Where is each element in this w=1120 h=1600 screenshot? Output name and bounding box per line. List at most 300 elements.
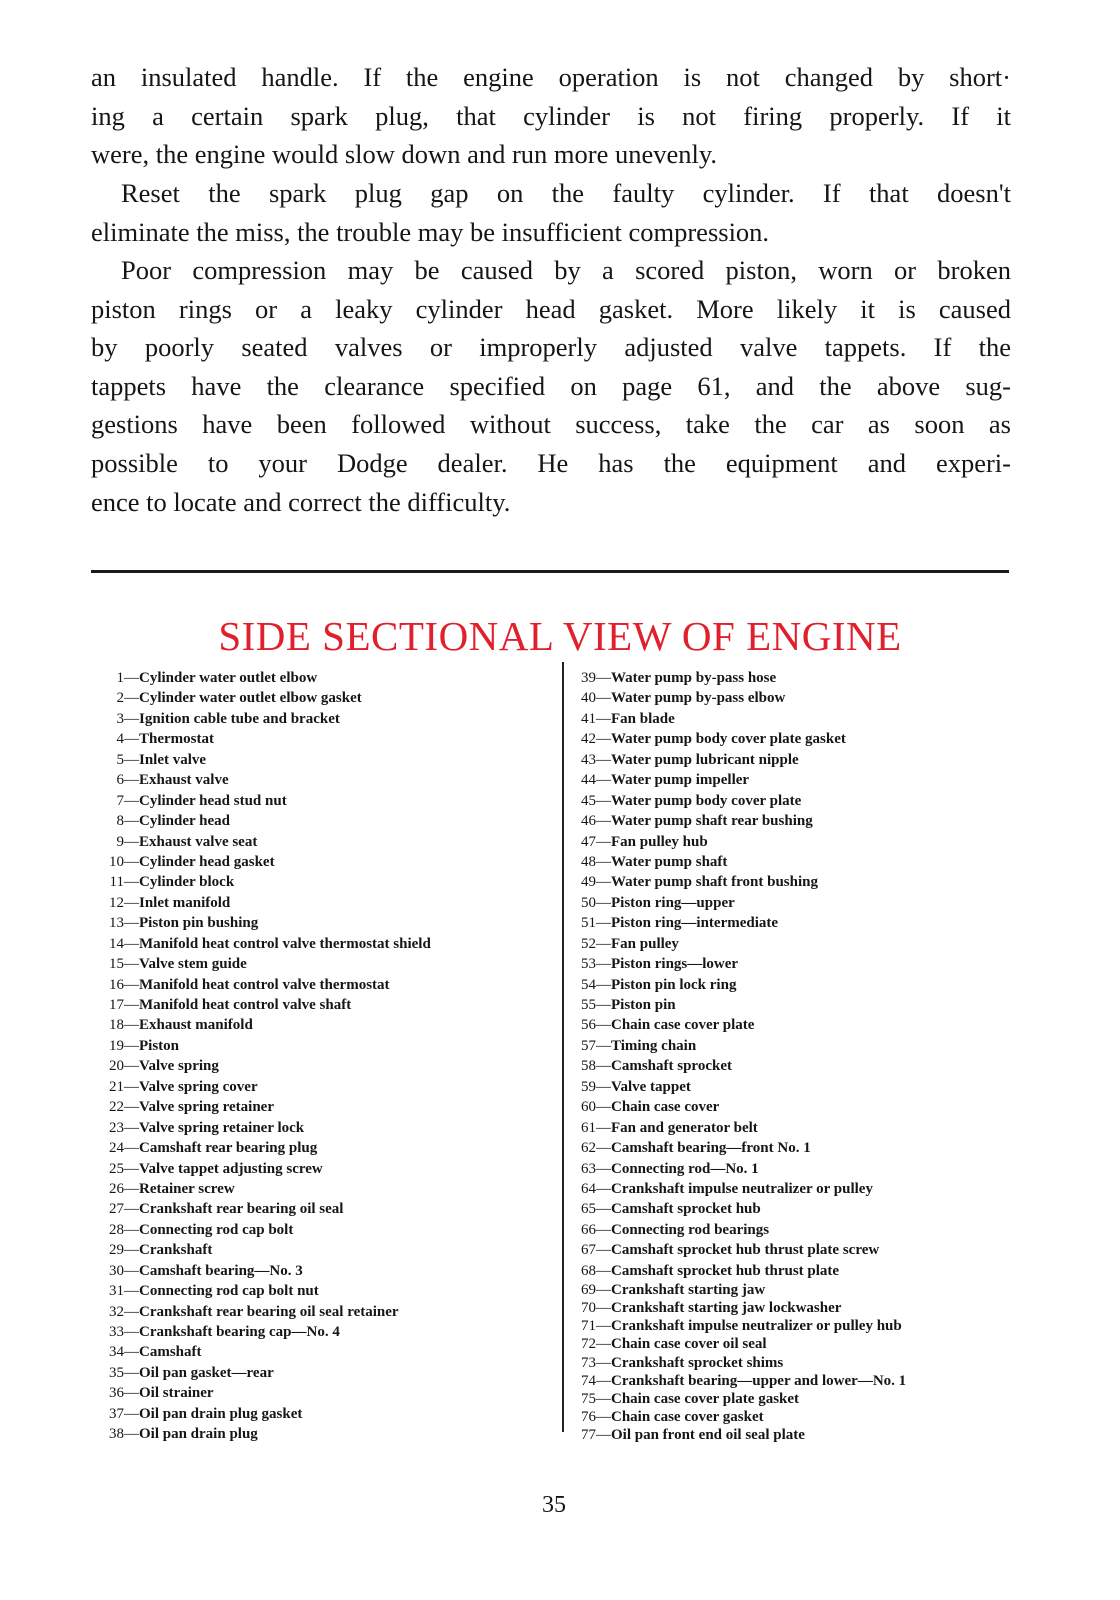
part-number: 25 bbox=[109, 1160, 124, 1177]
part-list-item bbox=[88, 811, 431, 831]
paragraph-1 bbox=[91, 58, 1011, 174]
part-name: Water pump shaft rear bushing bbox=[611, 813, 813, 830]
dash-separator: — bbox=[596, 1078, 611, 1095]
dash-separator: — bbox=[596, 1354, 611, 1371]
part-name: Piston pin lock ring bbox=[611, 976, 737, 993]
part-number: 14 bbox=[109, 935, 124, 952]
dash-separator: — bbox=[596, 751, 611, 768]
dash-separator: — bbox=[124, 1140, 139, 1157]
part-list-item bbox=[88, 1383, 431, 1403]
parts-list-left bbox=[88, 668, 431, 1445]
part-name: Camshaft bbox=[139, 1344, 202, 1361]
part-name: Connecting rod—No. 1 bbox=[611, 1160, 759, 1177]
dash-separator: — bbox=[596, 997, 611, 1013]
text-line: tappets have the clearance specified on page 61, and the above sug- bbox=[91, 370, 1011, 401]
part-list-item bbox=[560, 750, 906, 770]
part-list-item bbox=[88, 1240, 431, 1260]
part-list-item bbox=[88, 1199, 431, 1219]
part-number: 33 bbox=[109, 1324, 124, 1340]
part-number: 4 bbox=[116, 731, 124, 748]
part-name: Camshaft sprocket hub bbox=[611, 1201, 761, 1218]
part-number: 1 bbox=[116, 670, 124, 686]
dash-separator: — bbox=[124, 710, 139, 727]
part-number: 73 bbox=[581, 1354, 596, 1371]
part-name: Valve tappet bbox=[611, 1078, 691, 1095]
part-number: 47 bbox=[581, 833, 596, 850]
part-list-item bbox=[88, 1302, 431, 1322]
dash-separator: — bbox=[596, 1336, 611, 1353]
dash-separator: — bbox=[124, 935, 139, 952]
dash-separator: — bbox=[124, 1221, 139, 1238]
part-name: Valve spring retainer lock bbox=[139, 1119, 305, 1136]
part-number: 62 bbox=[581, 1140, 596, 1157]
dash-separator: — bbox=[596, 1282, 611, 1299]
part-list-item bbox=[88, 1424, 431, 1444]
part-name: Manifold heat control valve thermostat bbox=[139, 976, 390, 993]
part-number: 27 bbox=[109, 1201, 124, 1218]
part-list-item bbox=[88, 1404, 431, 1424]
part-number: 38 bbox=[109, 1426, 124, 1443]
page-number: 35 bbox=[542, 1492, 566, 1518]
part-number: 19 bbox=[109, 1037, 124, 1054]
dash-separator: — bbox=[124, 1119, 139, 1136]
dash-separator: — bbox=[124, 1283, 139, 1300]
dash-separator: — bbox=[124, 874, 139, 891]
part-number: 43 bbox=[581, 751, 596, 768]
paragraph-3 bbox=[91, 251, 1011, 521]
part-name: Piston pin bbox=[611, 997, 676, 1013]
dash-separator: — bbox=[596, 1221, 611, 1238]
dash-separator: — bbox=[596, 1140, 611, 1157]
part-number: 61 bbox=[581, 1119, 596, 1136]
part-number: 51 bbox=[581, 915, 596, 932]
dash-separator: — bbox=[124, 772, 139, 789]
part-name: Chain case cover bbox=[611, 1099, 720, 1116]
dash-separator: — bbox=[124, 792, 139, 809]
part-name: Cylinder water outlet elbow bbox=[139, 670, 318, 686]
dash-separator: — bbox=[596, 1372, 611, 1389]
part-name: Oil strainer bbox=[139, 1385, 214, 1402]
part-number: 60 bbox=[581, 1099, 596, 1116]
part-name: Fan and generator belt bbox=[611, 1119, 758, 1136]
part-name: Water pump body cover plate gasket bbox=[611, 731, 846, 748]
part-name: Connecting rod cap bolt nut bbox=[139, 1283, 319, 1300]
part-list-item bbox=[88, 750, 431, 770]
dash-separator: — bbox=[124, 1344, 139, 1361]
part-number: 17 bbox=[109, 997, 124, 1013]
part-number: 65 bbox=[581, 1201, 596, 1218]
section-title: SIDE SECTIONAL VIEW OF ENGINE bbox=[218, 613, 902, 659]
part-list-item bbox=[560, 1159, 906, 1179]
part-name: Timing chain bbox=[611, 1037, 697, 1054]
part-name: Water pump by-pass elbow bbox=[611, 690, 786, 707]
dash-separator: — bbox=[596, 670, 611, 686]
part-list-item bbox=[560, 1426, 906, 1444]
part-list-item bbox=[88, 1261, 431, 1281]
part-list-item bbox=[560, 872, 906, 892]
part-name: Crankshaft bbox=[139, 1242, 213, 1259]
part-name: Water pump lubricant nipple bbox=[611, 751, 799, 768]
part-number: 20 bbox=[109, 1058, 124, 1075]
text-line: by poorly seated valves or improperly adjusted valve tappets. If the bbox=[91, 332, 1011, 363]
dash-separator: — bbox=[596, 1160, 611, 1177]
part-list-item bbox=[560, 1220, 906, 1240]
part-number: 59 bbox=[581, 1078, 596, 1095]
part-list-item bbox=[560, 1317, 906, 1335]
part-number: 12 bbox=[109, 894, 124, 911]
dash-separator: — bbox=[596, 1180, 611, 1197]
dash-separator: — bbox=[596, 1408, 611, 1425]
part-name: Chain case cover oil seal bbox=[611, 1336, 767, 1353]
part-list-item bbox=[560, 1036, 906, 1056]
part-name: Valve stem guide bbox=[139, 956, 247, 973]
dash-separator: — bbox=[124, 1201, 139, 1218]
part-name: Piston ring—upper bbox=[611, 894, 735, 911]
text-line: piston rings or a leaky cylinder head gasket. More likely it is caused bbox=[91, 293, 1011, 324]
text-line: ing a certain spark plug, that cylinder is not firing properly. If it bbox=[91, 100, 1011, 131]
dash-separator: — bbox=[124, 1180, 139, 1197]
part-number: 49 bbox=[581, 874, 596, 891]
part-list-item bbox=[560, 1390, 906, 1408]
part-number: 42 bbox=[581, 731, 596, 748]
part-name: Inlet manifold bbox=[139, 894, 231, 911]
part-list-item bbox=[88, 872, 431, 892]
part-number: 53 bbox=[581, 956, 596, 973]
part-name: Crankshaft rear bearing oil seal retainer bbox=[139, 1303, 399, 1320]
dash-separator: — bbox=[596, 1201, 611, 1218]
part-list-item bbox=[560, 709, 906, 729]
part-number: 66 bbox=[581, 1221, 596, 1238]
part-list-item bbox=[560, 1354, 906, 1372]
dash-separator: — bbox=[124, 690, 139, 707]
part-list-item bbox=[88, 770, 431, 790]
part-number: 56 bbox=[581, 1017, 596, 1034]
part-list-item bbox=[88, 1159, 431, 1179]
part-name: Piston pin bushing bbox=[139, 915, 259, 932]
dash-separator: — bbox=[596, 710, 611, 727]
part-number: 16 bbox=[109, 976, 124, 993]
part-name: Manifold heat control valve thermostat shield bbox=[139, 935, 431, 952]
part-number: 32 bbox=[109, 1303, 124, 1320]
part-number: 23 bbox=[109, 1119, 124, 1136]
dash-separator: — bbox=[596, 792, 611, 809]
part-number: 5 bbox=[116, 751, 124, 768]
dash-separator: — bbox=[124, 853, 139, 870]
part-name: Water pump impeller bbox=[611, 772, 750, 789]
dash-separator: — bbox=[124, 997, 139, 1013]
part-number: 36 bbox=[109, 1385, 124, 1402]
part-number: 3 bbox=[116, 710, 124, 727]
part-name: Valve spring bbox=[139, 1058, 219, 1075]
part-name: Water pump shaft front bushing bbox=[611, 874, 818, 891]
part-list-item bbox=[88, 995, 431, 1015]
part-list-item bbox=[88, 954, 431, 974]
part-number: 44 bbox=[581, 772, 596, 789]
part-name: Fan pulley bbox=[611, 935, 679, 952]
part-name: Crankshaft starting jaw lockwasher bbox=[611, 1300, 842, 1317]
part-list-item bbox=[88, 668, 431, 688]
part-number: 54 bbox=[581, 976, 596, 993]
part-number: 28 bbox=[109, 1221, 124, 1238]
dash-separator: — bbox=[596, 1318, 611, 1335]
dash-separator: — bbox=[596, 976, 611, 993]
part-name: Exhaust valve seat bbox=[139, 833, 258, 850]
dash-separator: — bbox=[596, 1058, 611, 1075]
part-name: Camshaft bearing—front No. 1 bbox=[611, 1140, 811, 1157]
part-number: 67 bbox=[581, 1242, 596, 1259]
part-name: Chain case cover plate bbox=[611, 1017, 755, 1034]
part-number: 34 bbox=[109, 1344, 124, 1361]
part-list-item bbox=[88, 1322, 431, 1342]
part-list-item bbox=[560, 1261, 906, 1281]
part-number: 72 bbox=[581, 1336, 596, 1353]
part-list-item bbox=[560, 1408, 906, 1426]
dash-separator: — bbox=[124, 833, 139, 850]
part-number: 46 bbox=[581, 813, 596, 830]
part-list-item bbox=[560, 893, 906, 913]
dash-separator: — bbox=[596, 813, 611, 830]
part-number: 15 bbox=[109, 956, 124, 973]
dash-separator: — bbox=[596, 731, 611, 748]
part-name: Cylinder water outlet elbow gasket bbox=[139, 690, 362, 707]
part-number: 21 bbox=[109, 1078, 124, 1095]
part-name: Chain case cover plate gasket bbox=[611, 1390, 800, 1407]
part-list-item bbox=[560, 1097, 906, 1117]
part-name: Valve spring cover bbox=[139, 1078, 258, 1095]
part-list-item bbox=[560, 1179, 906, 1199]
dash-separator: — bbox=[596, 1017, 611, 1034]
part-list-item bbox=[560, 1118, 906, 1138]
part-name: Camshaft sprocket bbox=[611, 1058, 732, 1075]
part-name: Crankshaft bearing—upper and lower—No. 1 bbox=[611, 1372, 907, 1389]
part-name: Cylinder block bbox=[139, 874, 235, 891]
part-list-item bbox=[560, 770, 906, 790]
part-list-item bbox=[560, 1077, 906, 1097]
part-name: Valve tappet adjusting screw bbox=[139, 1160, 323, 1177]
part-list-item bbox=[560, 913, 906, 933]
part-number: 18 bbox=[109, 1017, 124, 1034]
part-name: Cylinder head stud nut bbox=[139, 792, 287, 809]
dash-separator: — bbox=[124, 1262, 139, 1279]
part-name: Cylinder head gasket bbox=[139, 853, 275, 870]
part-name: Manifold heat control valve shaft bbox=[139, 997, 352, 1013]
dash-separator: — bbox=[124, 813, 139, 830]
part-list-item bbox=[560, 934, 906, 954]
part-list-item bbox=[88, 1118, 431, 1138]
part-number: 7 bbox=[116, 792, 124, 809]
dash-separator: — bbox=[124, 731, 139, 748]
part-name: Inlet valve bbox=[139, 751, 207, 768]
part-number: 52 bbox=[581, 935, 596, 952]
dash-separator: — bbox=[124, 1058, 139, 1075]
part-number: 64 bbox=[581, 1180, 596, 1197]
part-number: 58 bbox=[581, 1058, 596, 1075]
part-name: Oil pan drain plug gasket bbox=[139, 1405, 303, 1422]
part-number: 74 bbox=[581, 1372, 596, 1389]
part-name: Camshaft sprocket hub thrust plate screw bbox=[611, 1242, 880, 1259]
part-number: 13 bbox=[109, 915, 124, 932]
part-list-item bbox=[560, 1335, 906, 1353]
dash-separator: — bbox=[124, 915, 139, 932]
part-number: 45 bbox=[581, 792, 596, 809]
part-name: Water pump by-pass hose bbox=[611, 670, 777, 686]
dash-separator: — bbox=[124, 1017, 139, 1034]
part-number: 11 bbox=[109, 874, 124, 891]
dash-separator: — bbox=[124, 1242, 139, 1259]
part-list-item bbox=[88, 709, 431, 729]
dash-separator: — bbox=[124, 751, 139, 768]
part-number: 50 bbox=[581, 894, 596, 911]
part-list-item bbox=[560, 1281, 906, 1299]
dash-separator: — bbox=[124, 1303, 139, 1320]
part-list-item bbox=[560, 995, 906, 1015]
dash-separator: — bbox=[124, 1099, 139, 1116]
dash-separator: — bbox=[596, 956, 611, 973]
part-name: Crankshaft bearing cap—No. 4 bbox=[139, 1324, 340, 1340]
part-name: Exhaust manifold bbox=[139, 1017, 253, 1034]
dash-separator: — bbox=[596, 1119, 611, 1136]
part-list-item bbox=[88, 1281, 431, 1301]
part-list-item bbox=[560, 668, 906, 688]
part-name: Exhaust valve bbox=[139, 772, 229, 789]
part-list-item bbox=[560, 975, 906, 995]
part-number: 75 bbox=[581, 1390, 596, 1407]
dash-separator: — bbox=[596, 1300, 611, 1317]
part-name: Retainer screw bbox=[139, 1180, 235, 1197]
part-name: Piston rings—lower bbox=[611, 956, 739, 973]
horizontal-rule bbox=[91, 570, 1009, 573]
part-name: Valve spring retainer bbox=[139, 1099, 274, 1116]
part-name: Fan pulley hub bbox=[611, 833, 708, 850]
part-name: Water pump body cover plate bbox=[611, 792, 802, 809]
part-list-item bbox=[560, 832, 906, 852]
part-list-item bbox=[88, 1179, 431, 1199]
part-list-item bbox=[88, 913, 431, 933]
dash-separator: — bbox=[596, 1242, 611, 1259]
text-line: ence to locate and correct the difficulty. bbox=[91, 486, 511, 517]
part-list-item bbox=[88, 688, 431, 708]
part-name: Oil pan gasket—rear bbox=[139, 1364, 274, 1381]
part-number: 24 bbox=[109, 1140, 124, 1157]
part-name: Connecting rod cap bolt bbox=[139, 1221, 294, 1238]
part-name: Crankshaft starting jaw bbox=[611, 1282, 766, 1299]
part-name: Oil pan front end oil seal plate bbox=[611, 1426, 805, 1443]
part-name: Camshaft sprocket hub thrust plate bbox=[611, 1262, 840, 1279]
part-list-item bbox=[88, 1220, 431, 1240]
part-list-item bbox=[560, 811, 906, 831]
part-name: Connecting rod bearings bbox=[611, 1221, 770, 1238]
part-number: 41 bbox=[581, 710, 596, 727]
part-number: 35 bbox=[109, 1364, 124, 1381]
part-number: 31 bbox=[109, 1283, 124, 1300]
part-number: 9 bbox=[116, 833, 124, 850]
part-name: Thermostat bbox=[139, 731, 214, 748]
part-name: Crankshaft rear bearing oil seal bbox=[139, 1201, 344, 1218]
dash-separator: — bbox=[124, 1324, 139, 1340]
part-list-item bbox=[88, 1077, 431, 1097]
part-number: 10 bbox=[109, 853, 124, 870]
part-number: 71 bbox=[581, 1318, 596, 1335]
part-list-item bbox=[560, 1299, 906, 1317]
dash-separator: — bbox=[124, 976, 139, 993]
text-line: an insulated handle. If the engine operation is not changed by short· bbox=[91, 62, 1011, 92]
part-list-item bbox=[88, 1015, 431, 1035]
part-number: 48 bbox=[581, 853, 596, 870]
parts-list-right bbox=[560, 668, 906, 1444]
dash-separator: — bbox=[124, 1160, 139, 1177]
part-name: Ignition cable tube and bracket bbox=[139, 710, 340, 727]
dash-separator: — bbox=[596, 1426, 611, 1443]
dash-separator: — bbox=[124, 1364, 139, 1381]
part-number: 77 bbox=[581, 1426, 596, 1443]
part-name: Piston ring—intermediate bbox=[611, 915, 779, 932]
part-name: Cylinder head bbox=[139, 813, 230, 830]
text-line: gestions have been followed without success, take the car as soon as bbox=[91, 409, 1011, 440]
part-number: 55 bbox=[581, 997, 596, 1013]
part-list-item bbox=[560, 791, 906, 811]
dash-separator: — bbox=[596, 1390, 611, 1407]
part-list-item bbox=[88, 1138, 431, 1158]
part-list-item bbox=[88, 975, 431, 995]
part-number: 57 bbox=[581, 1037, 596, 1054]
part-list-item bbox=[560, 1015, 906, 1035]
part-name: Crankshaft sprocket shims bbox=[611, 1354, 784, 1371]
part-number: 69 bbox=[581, 1282, 596, 1299]
text-line: Reset the spark plug gap on the faulty cylinder. If that doesn't bbox=[121, 178, 1011, 208]
dash-separator: — bbox=[124, 1037, 139, 1054]
part-number: 68 bbox=[581, 1262, 596, 1279]
part-list-item bbox=[560, 688, 906, 708]
part-list-item bbox=[560, 1138, 906, 1158]
dash-separator: — bbox=[124, 1078, 139, 1095]
part-name: Camshaft bearing—No. 3 bbox=[139, 1262, 303, 1279]
dash-separator: — bbox=[124, 894, 139, 911]
part-name: Camshaft rear bearing plug bbox=[139, 1140, 318, 1157]
part-number: 2 bbox=[116, 690, 124, 707]
part-name: Crankshaft impulse neutralizer or pulley bbox=[611, 1180, 873, 1197]
part-number: 29 bbox=[109, 1242, 124, 1259]
paragraph-2 bbox=[91, 174, 1011, 251]
part-name: Fan blade bbox=[611, 710, 675, 727]
text-line: Poor compression may be caused by a scored piston, worn or broken bbox=[121, 255, 1011, 285]
dash-separator: — bbox=[596, 915, 611, 932]
part-number: 76 bbox=[581, 1408, 596, 1425]
part-list-item bbox=[88, 893, 431, 913]
part-number: 26 bbox=[109, 1180, 124, 1197]
part-list-item bbox=[88, 729, 431, 749]
dash-separator: — bbox=[596, 1037, 611, 1054]
part-number: 22 bbox=[109, 1099, 124, 1116]
part-name: Chain case cover gasket bbox=[611, 1408, 764, 1425]
dash-separator: — bbox=[124, 670, 139, 686]
dash-separator: — bbox=[124, 1426, 139, 1443]
dash-separator: — bbox=[124, 1385, 139, 1402]
part-name: Oil pan drain plug bbox=[139, 1426, 258, 1443]
part-list-item bbox=[560, 954, 906, 974]
part-list-item bbox=[88, 1363, 431, 1383]
dash-separator: — bbox=[596, 690, 611, 707]
text-line: were, the engine would slow down and run more unevenly. bbox=[91, 139, 718, 170]
part-number: 70 bbox=[581, 1300, 596, 1317]
dash-separator: — bbox=[596, 1262, 611, 1279]
part-name: Crankshaft impulse neutralizer or pulley hub bbox=[611, 1318, 902, 1335]
part-list-item bbox=[560, 1372, 906, 1390]
dash-separator: — bbox=[596, 833, 611, 850]
dash-separator: — bbox=[124, 1405, 139, 1422]
part-list-item bbox=[88, 1342, 431, 1362]
part-list-item bbox=[88, 832, 431, 852]
dash-separator: — bbox=[596, 894, 611, 911]
